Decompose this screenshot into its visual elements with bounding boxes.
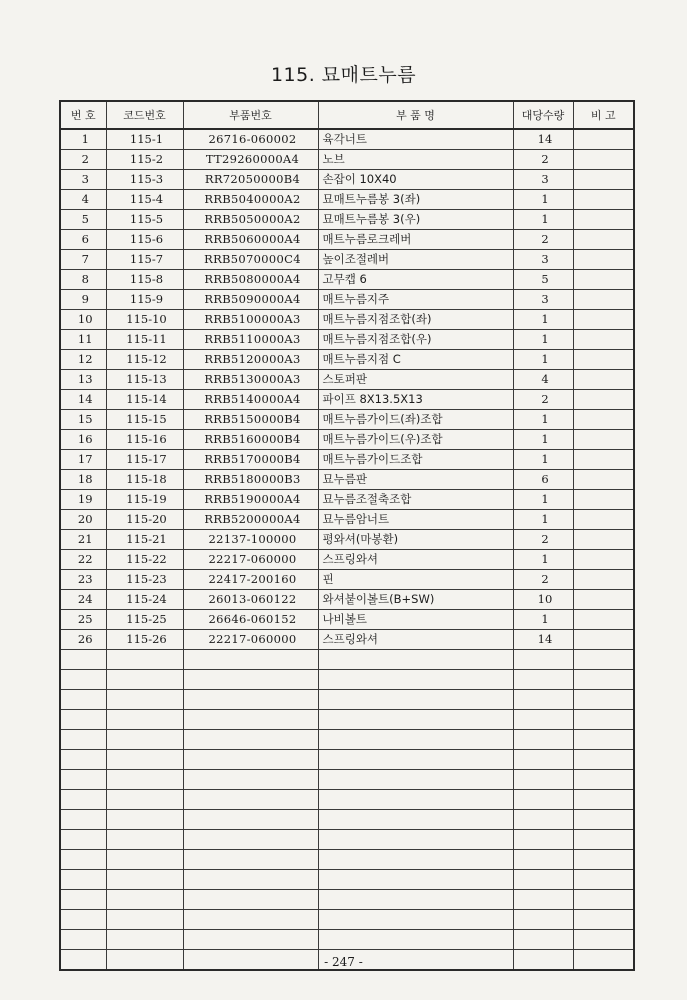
cell-qty: 14 — [513, 630, 573, 650]
cell-name — [318, 650, 513, 670]
table-row — [60, 490, 634, 510]
cell-note — [573, 330, 634, 350]
cell-code — [106, 870, 183, 890]
cell-qty: 1 — [513, 490, 573, 510]
table-row — [60, 530, 634, 550]
cell-pn — [183, 770, 318, 790]
cell-note — [573, 470, 634, 490]
cell-no: 8 — [60, 270, 106, 290]
cell-code: 115-5 — [106, 210, 183, 230]
cell-name: 평와셔(마봉환) — [318, 530, 513, 550]
cell-qty: 1 — [513, 330, 573, 350]
cell-qty — [513, 850, 573, 870]
cell-no: 7 — [60, 250, 106, 270]
cell-note — [573, 750, 634, 770]
cell-code — [106, 790, 183, 810]
cell-code — [106, 850, 183, 870]
cell-qty: 1 — [513, 610, 573, 630]
cell-qty — [513, 770, 573, 790]
cell-qty: 1 — [513, 510, 573, 530]
cell-pn: RRB5040000A2 — [183, 190, 318, 210]
cell-note — [573, 790, 634, 810]
cell-name: 매트누름가이드조합 — [318, 450, 513, 470]
cell-qty — [513, 730, 573, 750]
header-name: 부 품 명 — [318, 101, 513, 129]
cell-no: 22 — [60, 550, 106, 570]
cell-note — [573, 170, 634, 190]
cell-name — [318, 690, 513, 710]
cell-no — [60, 890, 106, 910]
cell-code — [106, 770, 183, 790]
cell-no: 19 — [60, 490, 106, 510]
cell-note — [573, 930, 634, 950]
cell-no: 18 — [60, 470, 106, 490]
cell-note — [573, 610, 634, 630]
cell-code: 115-18 — [106, 470, 183, 490]
cell-qty: 3 — [513, 170, 573, 190]
cell-code: 115-17 — [106, 450, 183, 470]
cell-code — [106, 730, 183, 750]
table-row — [60, 430, 634, 450]
cell-pn — [183, 870, 318, 890]
cell-no: 6 — [60, 230, 106, 250]
cell-pn — [183, 690, 318, 710]
cell-pn: 22417-200160 — [183, 570, 318, 590]
cell-qty: 1 — [513, 350, 573, 370]
cell-code: 115-21 — [106, 530, 183, 550]
cell-note — [573, 590, 634, 610]
cell-qty: 2 — [513, 570, 573, 590]
cell-no: 10 — [60, 310, 106, 330]
cell-qty: 2 — [513, 530, 573, 550]
cell-no: 25 — [60, 610, 106, 630]
cell-name: 스프링와셔 — [318, 550, 513, 570]
cell-name — [318, 730, 513, 750]
cell-code — [106, 930, 183, 950]
cell-note — [573, 129, 634, 150]
cell-qty — [513, 790, 573, 810]
cell-note — [573, 670, 634, 690]
cell-name — [318, 870, 513, 890]
cell-qty — [513, 690, 573, 710]
table-row — [60, 410, 634, 430]
cell-pn — [183, 670, 318, 690]
table-row — [60, 630, 634, 650]
table-row — [60, 270, 634, 290]
cell-no: 11 — [60, 330, 106, 350]
cell-qty — [513, 930, 573, 950]
cell-pn: RRB5120000A3 — [183, 350, 318, 370]
cell-name — [318, 910, 513, 930]
cell-qty — [513, 870, 573, 890]
cell-qty: 3 — [513, 290, 573, 310]
table-row-empty — [60, 890, 634, 910]
cell-pn: RRB5150000B4 — [183, 410, 318, 430]
table-row-empty — [60, 930, 634, 950]
table-row-empty — [60, 810, 634, 830]
cell-pn — [183, 850, 318, 870]
cell-qty: 1 — [513, 410, 573, 430]
cell-note — [573, 710, 634, 730]
cell-note — [573, 310, 634, 330]
cell-code — [106, 830, 183, 850]
cell-qty — [513, 750, 573, 770]
table-row-empty — [60, 650, 634, 670]
cell-qty: 6 — [513, 470, 573, 490]
cell-pn: RRB5060000A4 — [183, 230, 318, 250]
cell-no: 16 — [60, 430, 106, 450]
cell-code — [106, 890, 183, 910]
cell-name — [318, 770, 513, 790]
cell-pn: RRB5200000A4 — [183, 510, 318, 530]
page-number: - 247 - — [324, 955, 363, 969]
table-row — [60, 610, 634, 630]
cell-no: 1 — [60, 129, 106, 150]
header-code: 코드번호 — [106, 101, 183, 129]
cell-qty: 1 — [513, 310, 573, 330]
cell-name: 핀 — [318, 570, 513, 590]
table-row-empty — [60, 870, 634, 890]
cell-no — [60, 650, 106, 670]
cell-pn: RRB5190000A4 — [183, 490, 318, 510]
cell-qty — [513, 670, 573, 690]
cell-note — [573, 190, 634, 210]
table-row — [60, 150, 634, 170]
cell-note — [573, 630, 634, 650]
cell-note — [573, 870, 634, 890]
cell-name: 매트누름가이드(좌)조합 — [318, 410, 513, 430]
cell-code: 115-4 — [106, 190, 183, 210]
cell-pn: RRB5140000A4 — [183, 390, 318, 410]
cell-pn — [183, 650, 318, 670]
cell-no — [60, 930, 106, 950]
cell-pn: RRB5110000A3 — [183, 330, 318, 350]
cell-pn — [183, 930, 318, 950]
cell-name — [318, 670, 513, 690]
cell-no — [60, 730, 106, 750]
header-no: 번 호 — [60, 101, 106, 129]
cell-note — [573, 370, 634, 390]
cell-no: 14 — [60, 390, 106, 410]
table-row — [60, 570, 634, 590]
cell-code: 115-14 — [106, 390, 183, 410]
cell-code: 115-9 — [106, 290, 183, 310]
cell-no: 21 — [60, 530, 106, 550]
cell-code: 115-8 — [106, 270, 183, 290]
cell-code — [106, 690, 183, 710]
cell-qty — [513, 810, 573, 830]
cell-note — [573, 770, 634, 790]
cell-qty: 4 — [513, 370, 573, 390]
table-row — [60, 129, 634, 150]
cell-no: 24 — [60, 590, 106, 610]
cell-code: 115-16 — [106, 430, 183, 450]
cell-pn: RRB5090000A4 — [183, 290, 318, 310]
cell-qty: 1 — [513, 450, 573, 470]
cell-note — [573, 250, 634, 270]
cell-pn: TT29260000A4 — [183, 150, 318, 170]
cell-qty — [513, 910, 573, 930]
cell-qty: 2 — [513, 150, 573, 170]
cell-pn — [183, 910, 318, 930]
cell-note — [573, 350, 634, 370]
cell-code: 115-7 — [106, 250, 183, 270]
cell-code: 115-24 — [106, 590, 183, 610]
cell-code: 115-11 — [106, 330, 183, 350]
cell-note — [573, 810, 634, 830]
cell-pn — [183, 790, 318, 810]
cell-pn — [183, 810, 318, 830]
table-row — [60, 510, 634, 530]
cell-no: 3 — [60, 170, 106, 190]
cell-no: 26 — [60, 630, 106, 650]
table-row — [60, 210, 634, 230]
table-row — [60, 310, 634, 330]
cell-name: 노브 — [318, 150, 513, 170]
cell-pn: RRB5170000B4 — [183, 450, 318, 470]
cell-pn — [183, 710, 318, 730]
cell-code — [106, 750, 183, 770]
cell-no — [60, 690, 106, 710]
cell-name: 와셔붙이볼트(B+SW) — [318, 590, 513, 610]
cell-no: 12 — [60, 350, 106, 370]
cell-name: 매트누름지점 C — [318, 350, 513, 370]
table-row-empty — [60, 790, 634, 810]
cell-pn — [183, 890, 318, 910]
cell-name: 매트누름지점조합(좌) — [318, 310, 513, 330]
cell-name: 매트누름지주 — [318, 290, 513, 310]
cell-no: 9 — [60, 290, 106, 310]
cell-note — [573, 730, 634, 750]
cell-pn: RRB5070000C4 — [183, 250, 318, 270]
table-row — [60, 170, 634, 190]
cell-note — [573, 430, 634, 450]
cell-note — [573, 690, 634, 710]
cell-name: 묘누름판 — [318, 470, 513, 490]
table-row — [60, 190, 634, 210]
cell-pn: RRB5050000A2 — [183, 210, 318, 230]
cell-name — [318, 830, 513, 850]
cell-name — [318, 710, 513, 730]
header-part-no: 부품번호 — [183, 101, 318, 129]
cell-code: 115-25 — [106, 610, 183, 630]
header-note: 비 고 — [573, 101, 634, 129]
table-row — [60, 370, 634, 390]
cell-code: 115-6 — [106, 230, 183, 250]
table-row-empty — [60, 830, 634, 850]
cell-name — [318, 810, 513, 830]
table-row-empty — [60, 670, 634, 690]
cell-pn: 22217-060000 — [183, 550, 318, 570]
table-row-empty — [60, 850, 634, 870]
table-row — [60, 390, 634, 410]
cell-name: 나비볼트 — [318, 610, 513, 630]
cell-code: 115-23 — [106, 570, 183, 590]
cell-note — [573, 230, 634, 250]
cell-name: 파이프 8X13.5X13 — [318, 390, 513, 410]
cell-qty: 2 — [513, 230, 573, 250]
cell-name: 매트누름지점조합(우) — [318, 330, 513, 350]
cell-name: 묘누름조절축조합 — [318, 490, 513, 510]
cell-no — [60, 670, 106, 690]
cell-name: 매트누름가이드(우)조합 — [318, 430, 513, 450]
cell-code: 115-1 — [106, 129, 183, 150]
cell-name — [318, 790, 513, 810]
cell-qty: 5 — [513, 270, 573, 290]
cell-no — [60, 710, 106, 730]
cell-no — [60, 850, 106, 870]
cell-pn — [183, 830, 318, 850]
cell-qty: 10 — [513, 590, 573, 610]
cell-note — [573, 910, 634, 930]
header-qty: 대당수량 — [513, 101, 573, 129]
table-row — [60, 250, 634, 270]
cell-pn — [183, 730, 318, 750]
cell-no: 13 — [60, 370, 106, 390]
cell-code: 115-26 — [106, 630, 183, 650]
cell-pn: 26646-060152 — [183, 610, 318, 630]
cell-note — [573, 890, 634, 910]
table-row — [60, 590, 634, 610]
cell-pn: RRB5130000A3 — [183, 370, 318, 390]
cell-name: 손잡이 10X40 — [318, 170, 513, 190]
cell-qty: 3 — [513, 250, 573, 270]
cell-note — [573, 570, 634, 590]
cell-note — [573, 850, 634, 870]
cell-no: 4 — [60, 190, 106, 210]
table-header-row — [60, 101, 634, 129]
cell-no — [60, 750, 106, 770]
cell-name — [318, 890, 513, 910]
cell-code: 115-3 — [106, 170, 183, 190]
table-row — [60, 550, 634, 570]
cell-note — [573, 490, 634, 510]
cell-note — [573, 150, 634, 170]
cell-note — [573, 510, 634, 530]
cell-qty: 2 — [513, 390, 573, 410]
cell-no: 20 — [60, 510, 106, 530]
parts-table — [59, 100, 635, 971]
table-row-empty — [60, 770, 634, 790]
cell-code: 115-13 — [106, 370, 183, 390]
cell-no: 17 — [60, 450, 106, 470]
cell-code: 115-19 — [106, 490, 183, 510]
cell-qty: 1 — [513, 430, 573, 450]
cell-code: 115-2 — [106, 150, 183, 170]
page-title: 115. 묘매트누름 — [270, 64, 417, 86]
cell-name — [318, 850, 513, 870]
cell-qty: 1 — [513, 210, 573, 230]
cell-pn: 26013-060122 — [183, 590, 318, 610]
cell-no: 2 — [60, 150, 106, 170]
cell-pn: 22137-100000 — [183, 530, 318, 550]
cell-pn: RRB5100000A3 — [183, 310, 318, 330]
cell-no — [60, 770, 106, 790]
cell-qty: 14 — [513, 129, 573, 150]
cell-name — [318, 750, 513, 770]
cell-note — [573, 650, 634, 670]
cell-pn: RRB5080000A4 — [183, 270, 318, 290]
table-row — [60, 290, 634, 310]
cell-no: 15 — [60, 410, 106, 430]
cell-note — [573, 290, 634, 310]
cell-note — [573, 210, 634, 230]
cell-no — [60, 790, 106, 810]
cell-name: 높이조절레버 — [318, 250, 513, 270]
table-row-empty — [60, 730, 634, 750]
cell-note — [573, 450, 634, 470]
table-row — [60, 230, 634, 250]
cell-code: 115-15 — [106, 410, 183, 430]
cell-pn: 26716-060002 — [183, 129, 318, 150]
table-row — [60, 450, 634, 470]
table-row-empty — [60, 710, 634, 730]
cell-code — [106, 670, 183, 690]
cell-name — [318, 930, 513, 950]
cell-code: 115-22 — [106, 550, 183, 570]
table-row — [60, 350, 634, 370]
cell-code — [106, 710, 183, 730]
cell-no: 23 — [60, 570, 106, 590]
table-row-empty — [60, 910, 634, 930]
cell-qty: 1 — [513, 190, 573, 210]
cell-name: 묘매트누름봉 3(좌) — [318, 190, 513, 210]
cell-qty — [513, 890, 573, 910]
cell-name: 스토퍼판 — [318, 370, 513, 390]
cell-no: 5 — [60, 210, 106, 230]
table-row-empty — [60, 750, 634, 770]
cell-qty — [513, 830, 573, 850]
cell-code — [106, 910, 183, 930]
cell-code — [106, 810, 183, 830]
cell-code: 115-10 — [106, 310, 183, 330]
cell-pn: RRB5180000B3 — [183, 470, 318, 490]
cell-qty — [513, 650, 573, 670]
cell-no — [60, 910, 106, 930]
cell-pn: RR72050000B4 — [183, 170, 318, 190]
cell-qty — [513, 710, 573, 730]
cell-name: 스프링와셔 — [318, 630, 513, 650]
cell-code: 115-12 — [106, 350, 183, 370]
table-row — [60, 470, 634, 490]
table-row-empty — [60, 690, 634, 710]
cell-note — [573, 410, 634, 430]
cell-name: 매트누름로크레버 — [318, 230, 513, 250]
cell-note — [573, 550, 634, 570]
cell-note — [573, 530, 634, 550]
cell-name: 육각너트 — [318, 129, 513, 150]
cell-name: 묘매트누름봉 3(우) — [318, 210, 513, 230]
cell-no — [60, 870, 106, 890]
cell-note — [573, 390, 634, 410]
cell-no — [60, 810, 106, 830]
cell-pn: RRB5160000B4 — [183, 430, 318, 450]
cell-pn: 22217-060000 — [183, 630, 318, 650]
cell-qty: 1 — [513, 550, 573, 570]
cell-note — [573, 830, 634, 850]
cell-name: 고무캡 6 — [318, 270, 513, 290]
cell-code: 115-20 — [106, 510, 183, 530]
cell-note — [573, 270, 634, 290]
cell-name: 묘누름암너트 — [318, 510, 513, 530]
cell-no — [60, 830, 106, 850]
cell-pn — [183, 750, 318, 770]
table-row — [60, 330, 634, 350]
cell-code — [106, 650, 183, 670]
